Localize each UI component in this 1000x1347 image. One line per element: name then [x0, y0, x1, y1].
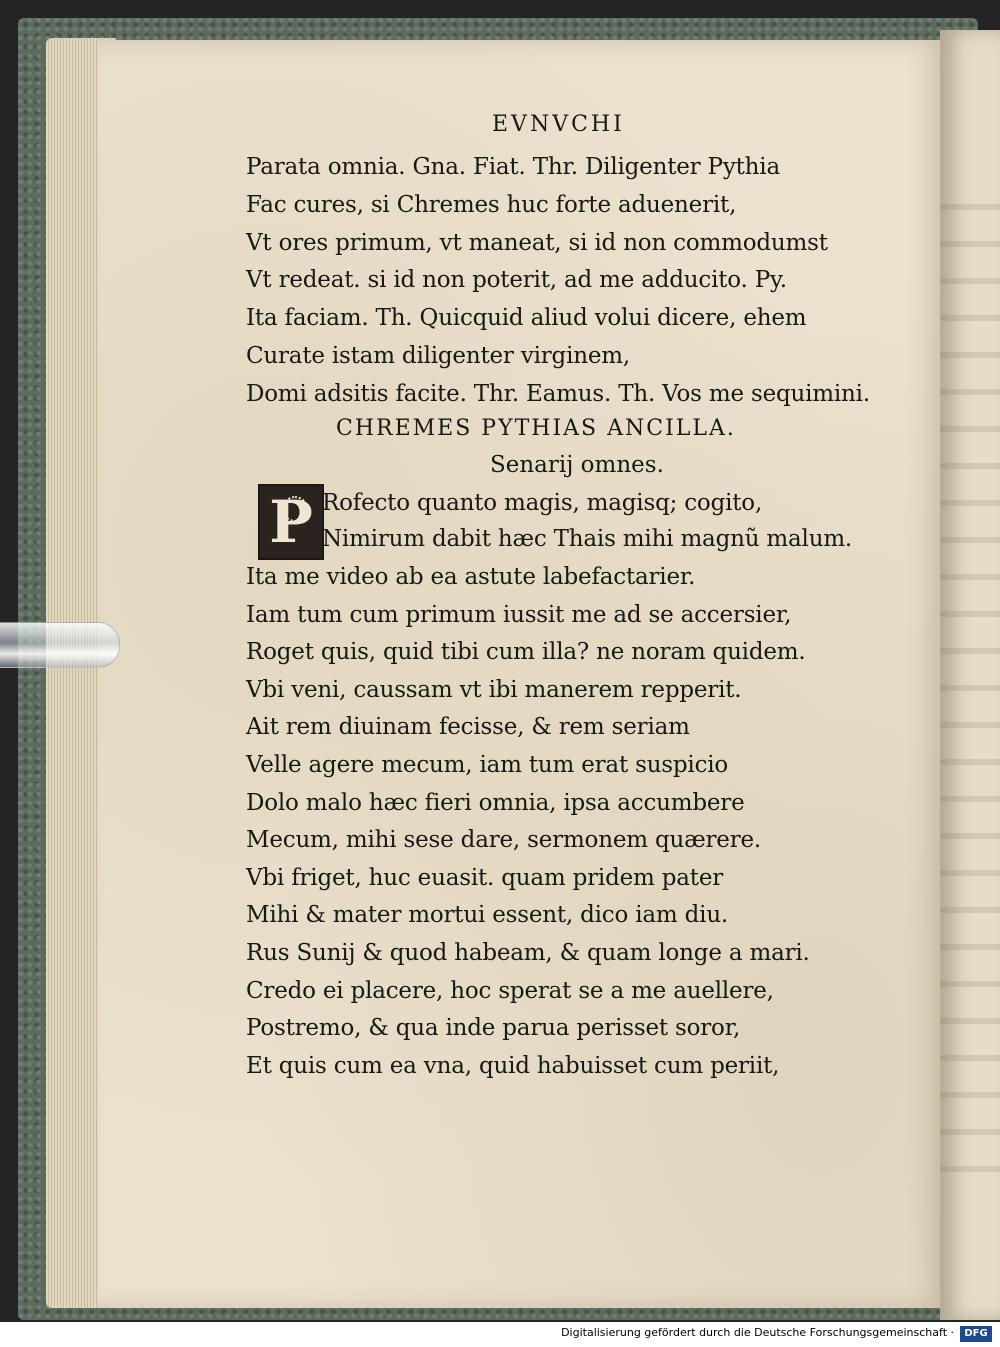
verse-line: Roget quis, quid tibi cum illa? ne noram quidem. — [246, 639, 806, 666]
dfg-logo: DFG — [960, 1326, 992, 1342]
running-header: EVNVCHI — [492, 112, 625, 137]
verse-line: Rofecto quanto magis, magisq; cogito, — [322, 490, 763, 516]
verse-line: Mecum, mihi sese dare, sermonem quærere. — [246, 827, 762, 854]
verse-line: Domi adsitis facite. Thr. Eamus. Th. Vos me sequimini. — [246, 380, 870, 407]
verse-line: Curate istam diligenter virginem, — [246, 343, 630, 369]
verse-line: Ait rem diuinam fecisse, & rem seriam — [246, 714, 690, 741]
decorated-initial — [258, 484, 324, 560]
verse-line: Vt redeat. si id non poterit, ad me adducito. Py. — [246, 267, 787, 294]
funding-credit: Digitalisierung gefördert durch die Deutsche Forschungsgemeinschaft · — [561, 1326, 954, 1339]
glass-rod-page-holder — [0, 622, 120, 668]
verse-line: Postremo, & qua inde parua perisset soror, — [246, 1015, 741, 1042]
scene-speakers: CHREMES PYTHIAS ANCILLA. — [336, 416, 736, 441]
verse-line: Ita faciam. Th. Quicquid aliud volui dicere, ehem — [246, 305, 807, 332]
facing-page-text-bleed — [940, 180, 1000, 1180]
verse-line: Mihi & mater mortui essent, dico iam diu. — [246, 902, 729, 929]
verse-line: Vbi friget, huc euasit. quam pridem pater — [246, 864, 724, 891]
verse-line: Velle agere mecum, iam tum erat suspicio — [246, 752, 729, 778]
verse-line: Credo ei placere, hoc sperat se a me auellere, — [246, 977, 774, 1004]
meter-note: Senarij omnes. — [490, 452, 664, 478]
verse-line: Fac cures, si Chremes huc forte aduenerit, — [246, 191, 737, 218]
verse-line: Dolo malo hæc fieri omnia, ipsa accumbere — [246, 789, 745, 816]
verse-line: Rus Sunij & quod habeam, & quam longe a mari. — [246, 940, 810, 966]
verse-line: Vbi veni, caussam vt ibi manerem repperit. — [246, 676, 742, 703]
verse-line: Nimirum dabit hæc Thais mihi magnũ malum. — [322, 526, 853, 552]
verse-line: Et quis cum ea vna, quid habuisset cum periit, — [246, 1052, 780, 1079]
initial-ornament-icon — [282, 496, 308, 522]
verse-line: Parata omnia. Gna. Fiat. Thr. Diligenter Pythia — [246, 154, 780, 180]
verse-line: Vt ores primum, vt maneat, si id non commodumst — [246, 229, 828, 256]
facing-page — [940, 30, 1000, 1320]
footer-bar — [0, 1322, 1000, 1347]
initial-letter: P — [269, 488, 313, 556]
verse-line: Ita me video ab ea astute labefactarier. — [246, 564, 696, 590]
verse-line: Iam tum cum primum iussit me ad se accersier, — [246, 601, 792, 628]
